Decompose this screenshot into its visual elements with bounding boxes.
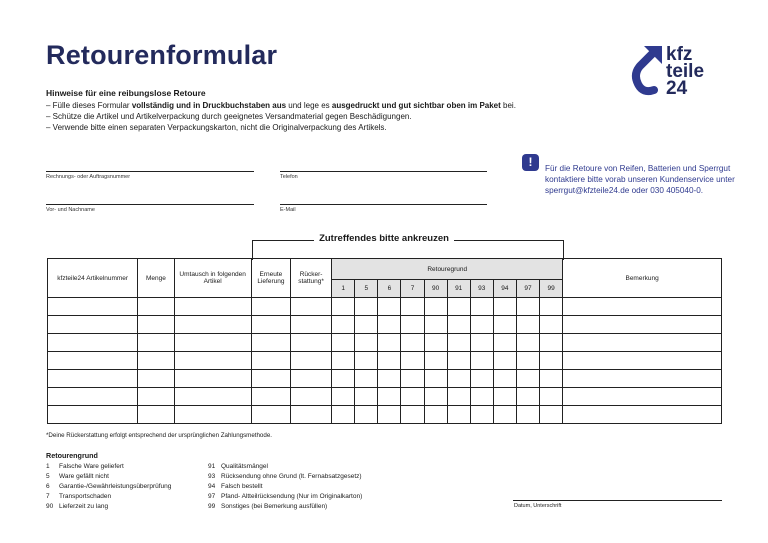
hint-line-3: – Verwende bitte einen separaten Verpackungskarton, nicht die Originalverpackung des Artikels. [46, 123, 387, 132]
qty-cell[interactable] [138, 388, 174, 406]
signature-field[interactable] [513, 500, 722, 501]
redelivery-checkbox[interactable] [251, 334, 290, 352]
reason-code-header: 93 [470, 280, 493, 298]
qty-cell[interactable] [138, 406, 174, 424]
redelivery-checkbox[interactable] [251, 388, 290, 406]
qty-cell[interactable] [138, 298, 174, 316]
reason-item: 93 Rücksendung ohne Grund (lt. Fernabsatzgesetz) [208, 473, 362, 480]
col-article: kfzteile24 Artikelnummer [48, 259, 138, 298]
reason-checkbox[interactable] [447, 406, 470, 424]
reason-checkbox[interactable] [332, 406, 355, 424]
reason-checkbox[interactable] [378, 352, 401, 370]
reason-checkbox[interactable] [540, 298, 563, 316]
reason-checkbox[interactable] [401, 352, 424, 370]
remark-cell[interactable] [563, 352, 722, 370]
reason-code-header: 6 [378, 280, 401, 298]
reason-checkbox[interactable] [424, 388, 447, 406]
invoice-field[interactable] [46, 171, 254, 172]
reason-checkbox[interactable] [332, 334, 355, 352]
kfzteile24-logo [630, 44, 730, 104]
phone-label: Telefon [280, 174, 298, 180]
reason-checkbox[interactable] [424, 370, 447, 388]
reason-checkbox[interactable] [493, 388, 516, 406]
refund-footnote: *Deine Rückerstattung erfolgt entsprechend der ursprünglichen Zahlungsmethode. [46, 432, 272, 439]
redelivery-checkbox[interactable] [251, 298, 290, 316]
table-row [48, 406, 722, 424]
reason-checkbox[interactable] [470, 298, 493, 316]
email-field[interactable] [280, 204, 487, 205]
reason-checkbox[interactable] [401, 316, 424, 334]
redelivery-checkbox[interactable] [251, 370, 290, 388]
reason-checkbox[interactable] [424, 298, 447, 316]
col-redelivery: Erneute Lieferung [251, 259, 290, 298]
reason-checkbox[interactable] [447, 316, 470, 334]
signature-label: Datum, Unterschrift [514, 503, 562, 509]
phone-field[interactable] [280, 171, 487, 172]
reason-code-header: 91 [447, 280, 470, 298]
exchange-cell[interactable] [174, 370, 251, 388]
reason-checkbox[interactable] [493, 298, 516, 316]
reason-item: 90 Lieferzeit zu lang [46, 503, 109, 510]
reason-item: 94 Falsch bestellt [208, 483, 263, 490]
reason-checkbox[interactable] [401, 334, 424, 352]
col-qty: Menge [138, 259, 174, 298]
article-cell[interactable] [48, 298, 138, 316]
email-label: E-Mail [280, 207, 296, 213]
qty-cell[interactable] [138, 334, 174, 352]
refund-checkbox[interactable] [291, 388, 332, 406]
reason-checkbox[interactable] [493, 316, 516, 334]
logo-text-24: 24 [666, 78, 688, 99]
qty-cell[interactable] [138, 370, 174, 388]
reason-code-header: 7 [401, 280, 424, 298]
reason-item: 6 Garantie-/Gewährleistungsüberprüfung [46, 483, 172, 490]
table-row [48, 352, 722, 370]
reason-checkbox[interactable] [470, 388, 493, 406]
reason-checkbox[interactable] [447, 352, 470, 370]
reason-checkbox[interactable] [516, 316, 539, 334]
reason-checkbox[interactable] [470, 316, 493, 334]
reason-item: 7 Transportschaden [46, 493, 112, 500]
col-exchange: Umtausch in folgenden Artikel [174, 259, 251, 298]
reason-checkbox[interactable] [470, 352, 493, 370]
hint-line-1: – Fülle dieses Formular vollständig und in Druckbuchstaben aus und lege es ausgedruckt und gut sichtbar oben im Paket bei. [46, 101, 516, 110]
reason-checkbox[interactable] [332, 298, 355, 316]
exchange-cell[interactable] [174, 316, 251, 334]
reason-checkbox[interactable] [493, 334, 516, 352]
reason-checkbox[interactable] [540, 352, 563, 370]
reason-checkbox[interactable] [378, 316, 401, 334]
returns-table [47, 258, 722, 424]
table-row [48, 334, 722, 352]
exchange-cell[interactable] [174, 388, 251, 406]
reason-checkbox[interactable] [470, 406, 493, 424]
article-cell[interactable] [48, 388, 138, 406]
reason-checkbox[interactable] [378, 388, 401, 406]
reason-checkbox[interactable] [493, 406, 516, 424]
reason-checkbox[interactable] [378, 370, 401, 388]
reason-checkbox[interactable] [540, 316, 563, 334]
article-cell[interactable] [48, 316, 138, 334]
reason-item: 97 Pfand- Altteilrücksendung (Nur im Originalkarton) [208, 493, 363, 500]
reason-checkbox[interactable] [355, 334, 378, 352]
reason-code-header: 90 [424, 280, 447, 298]
reason-code-header: 5 [355, 280, 378, 298]
hint-line-2: – Schütze die Artikel und Artikelverpackung durch geeignetes Versandmaterial gegen Beschädigungen. [46, 112, 412, 121]
reason-checkbox[interactable] [516, 406, 539, 424]
reason-checkbox[interactable] [516, 352, 539, 370]
reason-checkbox[interactable] [516, 334, 539, 352]
reason-checkbox[interactable] [447, 334, 470, 352]
remark-cell[interactable] [563, 388, 722, 406]
table-row [48, 370, 722, 388]
invoice-label: Rechnungs- oder Auftragsnummer [46, 174, 131, 180]
reason-checkbox[interactable] [355, 352, 378, 370]
qty-cell[interactable] [138, 316, 174, 334]
name-field[interactable] [46, 204, 254, 205]
reason-checkbox[interactable] [355, 388, 378, 406]
article-cell[interactable] [48, 334, 138, 352]
refund-checkbox[interactable] [291, 298, 332, 316]
name-label: Vor- und Nachname [46, 207, 95, 213]
exchange-cell[interactable] [174, 298, 251, 316]
remark-cell[interactable] [563, 406, 722, 424]
reason-checkbox[interactable] [332, 316, 355, 334]
reason-checkbox[interactable] [401, 406, 424, 424]
table-row [48, 298, 722, 316]
reasons-heading: Retourengrund [46, 451, 98, 460]
reason-checkbox[interactable] [424, 316, 447, 334]
exchange-cell[interactable] [174, 334, 251, 352]
reason-checkbox[interactable] [355, 316, 378, 334]
article-cell[interactable] [48, 406, 138, 424]
redelivery-checkbox[interactable] [251, 316, 290, 334]
reason-checkbox[interactable] [516, 388, 539, 406]
check-section-title: Zutreffendes bitte ankreuzen [0, 233, 768, 244]
reason-checkbox[interactable] [332, 388, 355, 406]
page-title: Retourenformular [46, 40, 278, 70]
col-remark: Bemerkung [563, 259, 722, 298]
reason-item: 1 Falsche Ware geliefert [46, 463, 124, 470]
reason-checkbox[interactable] [332, 352, 355, 370]
reason-item: 91 Qualitätsmängel [208, 463, 268, 470]
reason-checkbox[interactable] [470, 370, 493, 388]
reason-checkbox[interactable] [493, 370, 516, 388]
reason-code-header: 94 [493, 280, 516, 298]
info-icon: ! [522, 154, 539, 171]
reason-checkbox[interactable] [470, 334, 493, 352]
refund-checkbox[interactable] [291, 406, 332, 424]
reason-checkbox[interactable] [401, 370, 424, 388]
logo-text-teile: teile [666, 61, 705, 82]
redelivery-checkbox[interactable] [251, 406, 290, 424]
reason-checkbox[interactable] [378, 334, 401, 352]
reason-code-header: 99 [540, 280, 563, 298]
table-row [48, 388, 722, 406]
reason-checkbox[interactable] [424, 406, 447, 424]
bulky-goods-notice: Für die Retoure von Reifen, Batterien und Sperrgut kontaktiere bitte vorab unseren Kundenservice unter sperrgut@kfzteile24.de oder 030 405040-0. [545, 164, 735, 195]
col-reason: Retouregrund [332, 259, 563, 280]
refund-checkbox[interactable] [291, 352, 332, 370]
reason-checkbox[interactable] [355, 298, 378, 316]
article-cell[interactable] [48, 370, 138, 388]
reason-checkbox[interactable] [516, 370, 539, 388]
remark-cell[interactable] [563, 334, 722, 352]
reason-checkbox[interactable] [424, 352, 447, 370]
reason-code-header: 97 [516, 280, 539, 298]
exchange-cell[interactable] [174, 352, 251, 370]
reason-checkbox[interactable] [447, 298, 470, 316]
hints-heading: Hinweise für eine reibungslose Retoure [46, 88, 206, 98]
reason-checkbox[interactable] [355, 370, 378, 388]
reason-checkbox[interactable] [401, 388, 424, 406]
reason-checkbox[interactable] [493, 352, 516, 370]
refund-checkbox[interactable] [291, 316, 332, 334]
remark-cell[interactable] [563, 370, 722, 388]
article-cell[interactable] [48, 352, 138, 370]
reason-checkbox[interactable] [332, 370, 355, 388]
reason-checkbox[interactable] [424, 334, 447, 352]
logo-mark-icon [630, 44, 664, 102]
refund-checkbox[interactable] [291, 334, 332, 352]
reason-checkbox[interactable] [540, 334, 563, 352]
reason-checkbox[interactable] [378, 406, 401, 424]
table-row [48, 316, 722, 334]
reason-code-header: 1 [332, 280, 355, 298]
reason-checkbox[interactable] [447, 388, 470, 406]
reason-checkbox[interactable] [447, 370, 470, 388]
redelivery-checkbox[interactable] [251, 352, 290, 370]
reason-checkbox[interactable] [540, 370, 563, 388]
remark-cell[interactable] [563, 298, 722, 316]
reason-checkbox[interactable] [540, 406, 563, 424]
reason-checkbox[interactable] [516, 298, 539, 316]
qty-cell[interactable] [138, 352, 174, 370]
reason-item: 5 Ware gefällt nicht [46, 473, 109, 480]
reason-item: 99 Sonstiges (bei Bemerkung ausfüllen) [208, 503, 328, 510]
reason-checkbox[interactable] [540, 388, 563, 406]
reason-checkbox[interactable] [378, 298, 401, 316]
exchange-cell[interactable] [174, 406, 251, 424]
col-refund: Rücker-stattung* [291, 259, 332, 298]
reason-checkbox[interactable] [355, 406, 378, 424]
remark-cell[interactable] [563, 316, 722, 334]
refund-checkbox[interactable] [291, 370, 332, 388]
logo-text-kfz: kfz [666, 44, 693, 65]
reason-checkbox[interactable] [401, 298, 424, 316]
